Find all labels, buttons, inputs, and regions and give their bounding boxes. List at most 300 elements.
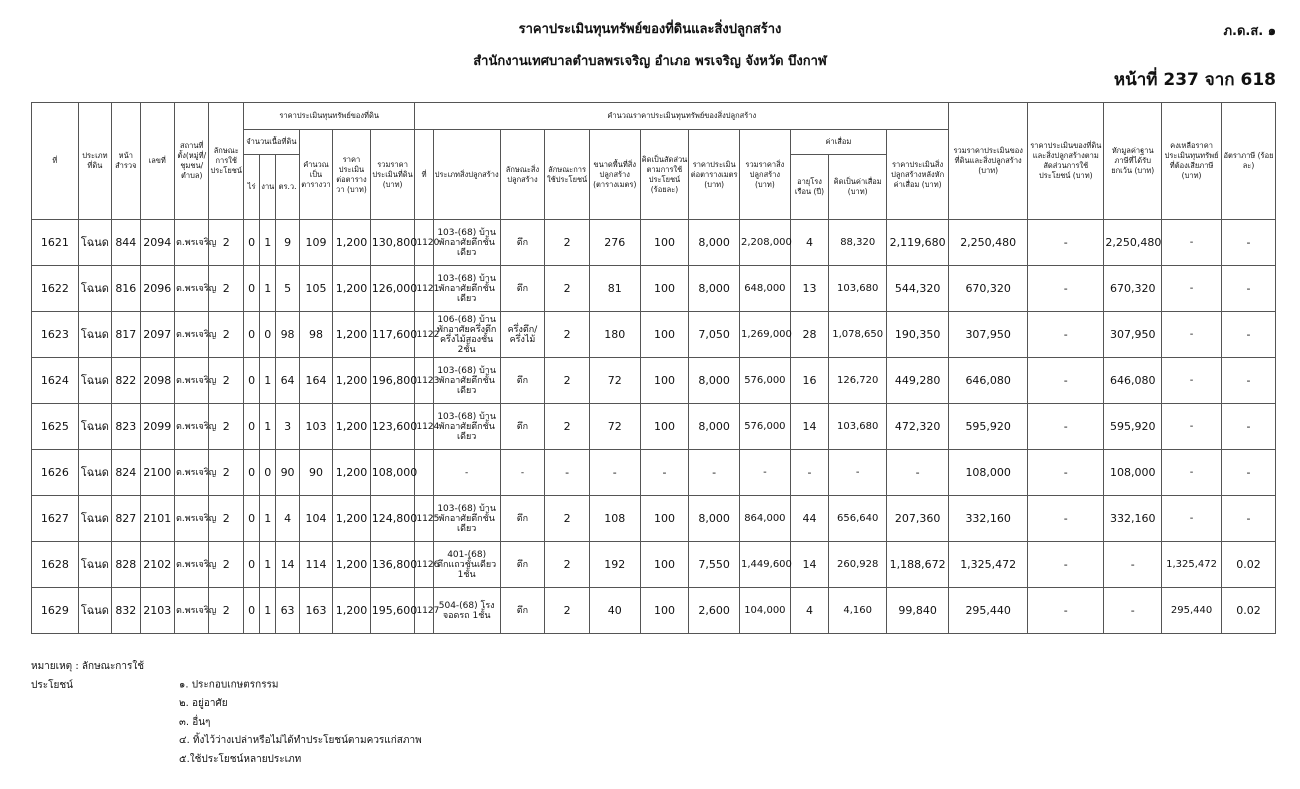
cell-b-no: 1125 <box>415 496 433 542</box>
cell-b-usage: 2 <box>545 542 590 588</box>
cell-survey-page: 822 <box>112 358 140 404</box>
cell-grand-total: 2,250,480 <box>949 220 1028 266</box>
cell-deed-no: 2098 <box>140 358 174 404</box>
cell-tax-rate: - <box>1221 220 1275 266</box>
cell-b-share: 100 <box>640 220 689 266</box>
cell-survey-page: 827 <box>112 496 140 542</box>
cell-taxable: - <box>1162 450 1222 496</box>
cell-share-price: - <box>1028 542 1104 588</box>
cell-b-after-depr: - <box>887 450 949 496</box>
cell-b-kind: ตึก <box>500 588 545 634</box>
note-item: ๒. อยู่อาศัย <box>179 698 228 709</box>
col-share-price: ราคาประเมินของที่ดินและสิ่งปลูกสร้างตามสัดส่วนการใช้ประโยชน์ (บาท) <box>1028 103 1104 220</box>
cell-b-age: 44 <box>790 496 829 542</box>
cell-survey-page: 817 <box>112 312 140 358</box>
cell-b-age: 16 <box>790 358 829 404</box>
cell-tax-rate: 0.02 <box>1221 588 1275 634</box>
cell-no: 1626 <box>32 450 79 496</box>
cell-deed-no: 2102 <box>140 542 174 588</box>
cell-b-price-sqm: 8,000 <box>689 404 740 450</box>
cell-b-age: 4 <box>790 588 829 634</box>
cell-b-type: 103-(68) บ้านพักอาศัยตึกชั้นเดียว <box>433 404 500 450</box>
cell-b-area: 276 <box>589 220 640 266</box>
cell-survey-page: 828 <box>112 542 140 588</box>
cell-depr-amount: 103,680 <box>829 266 887 312</box>
col-b-age: อายุโรงเรือน (ปี) <box>790 155 829 220</box>
cell-ngan: 1 <box>260 404 276 450</box>
cell-b-kind: ตึก <box>500 404 545 450</box>
cell-taxable: - <box>1162 358 1222 404</box>
cell-no: 1624 <box>32 358 79 404</box>
cell-taxable: - <box>1162 496 1222 542</box>
cell-survey-page: 823 <box>112 404 140 450</box>
cell-depr-amount: 126,720 <box>829 358 887 404</box>
cell-usage: 2 <box>209 358 243 404</box>
cell-depr-amount: 103,680 <box>829 404 887 450</box>
cell-tax-rate: - <box>1221 404 1275 450</box>
cell-b-age: 14 <box>790 404 829 450</box>
cell-b-share: 100 <box>640 588 689 634</box>
cell-b-area: 81 <box>589 266 640 312</box>
cell-land-type: โฉนด <box>78 358 111 404</box>
cell-no: 1622 <box>32 266 79 312</box>
cell-deed-no: 2103 <box>140 588 174 634</box>
page-subtitle: สำนักงานเทศบาลตำบลพรเจริญ อำเภอ พรเจริญ จังหวัด บึงกาฬ <box>473 54 827 69</box>
cell-b-price-sqm: 8,000 <box>689 220 740 266</box>
cell-b-usage: 2 <box>545 358 590 404</box>
col-location: สถานที่ตั้ง(หมู่ที่/ชุมชน/ตำบล) <box>175 103 209 220</box>
cell-taxable: - <box>1162 220 1222 266</box>
cell-land-type: โฉนด <box>78 404 111 450</box>
cell-exemption: - <box>1104 588 1162 634</box>
cell-usage: 2 <box>209 266 243 312</box>
cell-land-type: โฉนด <box>78 450 111 496</box>
table-row <box>32 266 1276 312</box>
cell-ngan: 0 <box>260 312 276 358</box>
cell-total-wa: 164 <box>299 358 332 404</box>
col-ngan: งาน <box>260 155 276 220</box>
cell-b-age: - <box>790 450 829 496</box>
col-b-total: รวมราคาสิ่งปลูกสร้าง (บาท) <box>740 130 791 220</box>
cell-b-after-depr: 2,119,680 <box>887 220 949 266</box>
cell-rai: 0 <box>243 450 259 496</box>
assessment-table <box>31 102 1276 634</box>
cell-b-no: 1126 <box>415 542 433 588</box>
col-total-wa: คำนวณเป็นตารางวา <box>299 130 332 220</box>
cell-location: ต.พรเจริญ <box>175 404 209 450</box>
cell-land-total: 126,000 <box>370 266 415 312</box>
cell-price-per-wa: 1,200 <box>333 266 371 312</box>
cell-price-per-wa: 1,200 <box>333 358 371 404</box>
cell-survey-page: 824 <box>112 450 140 496</box>
cell-land-type: โฉนด <box>78 588 111 634</box>
cell-no: 1629 <box>32 588 79 634</box>
cell-total-wa: 163 <box>299 588 332 634</box>
col-grand-total: รวมราคาประเมินของที่ดินและสิ่งปลูกสร้าง (บาท) <box>949 103 1028 220</box>
col-exemption: หักมูลค่าฐานภาษีที่ได้รับยกเว้น (บาท) <box>1104 103 1162 220</box>
cell-b-after-depr: 472,320 <box>887 404 949 450</box>
cell-b-no: 1127 <box>415 588 433 634</box>
cell-location: ต.พรเจริญ <box>175 266 209 312</box>
table-row <box>32 404 1276 450</box>
cell-wa: 9 <box>276 220 299 266</box>
cell-tax-rate: - <box>1221 496 1275 542</box>
cell-exemption: - <box>1104 542 1162 588</box>
cell-rai: 0 <box>243 588 259 634</box>
cell-wa: 90 <box>276 450 299 496</box>
cell-price-per-wa: 1,200 <box>333 312 371 358</box>
col-price-per-wa: ราคาประเมินต่อตารางวา (บาท) <box>333 130 371 220</box>
cell-share-price: - <box>1028 404 1104 450</box>
col-survey-page: หน้าสำรวจ <box>112 103 140 220</box>
cell-share-price: - <box>1028 266 1104 312</box>
cell-total-wa: 109 <box>299 220 332 266</box>
cell-b-no: 1124 <box>415 404 433 450</box>
cell-b-kind: ตึก <box>500 496 545 542</box>
cell-b-no: 1122 <box>415 312 433 358</box>
cell-b-share: 100 <box>640 542 689 588</box>
cell-depr-amount: 1,078,650 <box>829 312 887 358</box>
cell-b-after-depr: 99,840 <box>887 588 949 634</box>
cell-deed-no: 2101 <box>140 496 174 542</box>
col-group-land: ราคาประเมินทุนทรัพย์ของที่ดิน <box>243 103 414 130</box>
cell-usage: 2 <box>209 404 243 450</box>
cell-b-total: 576,000 <box>740 358 791 404</box>
cell-usage: 2 <box>209 312 243 358</box>
cell-taxable: - <box>1162 266 1222 312</box>
cell-grand-total: 108,000 <box>949 450 1028 496</box>
cell-b-share: - <box>640 450 689 496</box>
cell-deed-no: 2097 <box>140 312 174 358</box>
cell-b-age: 28 <box>790 312 829 358</box>
cell-b-after-depr: 207,360 <box>887 496 949 542</box>
cell-usage: 2 <box>209 496 243 542</box>
cell-wa: 98 <box>276 312 299 358</box>
cell-tax-rate: - <box>1221 266 1275 312</box>
cell-b-area: 72 <box>589 358 640 404</box>
cell-ngan: 0 <box>260 450 276 496</box>
cell-b-type: 103-(68) บ้านพักอาศัยตึกชั้นเดียว <box>433 266 500 312</box>
cell-b-usage: 2 <box>545 266 590 312</box>
cell-b-kind: - <box>500 450 545 496</box>
table-row <box>32 358 1276 404</box>
cell-b-after-depr: 190,350 <box>887 312 949 358</box>
cell-taxable: 295,440 <box>1162 588 1222 634</box>
cell-usage: 2 <box>209 450 243 496</box>
cell-land-total: 136,800 <box>370 542 415 588</box>
cell-b-area: 180 <box>589 312 640 358</box>
cell-b-total: 576,000 <box>740 404 791 450</box>
cell-grand-total: 332,160 <box>949 496 1028 542</box>
cell-rai: 0 <box>243 404 259 450</box>
cell-b-area: 40 <box>589 588 640 634</box>
cell-usage: 2 <box>209 220 243 266</box>
cell-land-type: โฉนด <box>78 312 111 358</box>
cell-b-kind: ตึก <box>500 266 545 312</box>
cell-survey-page: 832 <box>112 588 140 634</box>
cell-depr-amount: 260,928 <box>829 542 887 588</box>
cell-b-type: 504-(68) โรงจอดรถ 1ชั้น <box>433 588 500 634</box>
cell-wa: 63 <box>276 588 299 634</box>
cell-grand-total: 670,320 <box>949 266 1028 312</box>
cell-wa: 64 <box>276 358 299 404</box>
cell-b-total: 1,269,000 <box>740 312 791 358</box>
cell-taxable: - <box>1162 404 1222 450</box>
cell-b-price-sqm: 8,000 <box>689 358 740 404</box>
cell-price-per-wa: 1,200 <box>333 404 371 450</box>
cell-land-total: 196,800 <box>370 358 415 404</box>
cell-b-after-depr: 544,320 <box>887 266 949 312</box>
cell-b-share: 100 <box>640 358 689 404</box>
cell-location: ต.พรเจริญ <box>175 358 209 404</box>
cell-deed-no: 2096 <box>140 266 174 312</box>
notes-label: หมายเหตุ : ลักษณะการใช้ประโยชน์ <box>31 661 145 691</box>
cell-land-type: โฉนด <box>78 220 111 266</box>
cell-b-no: 1123 <box>415 358 433 404</box>
cell-wa: 5 <box>276 266 299 312</box>
cell-b-type: 103-(68) บ้านพักอาศัยตึกชั้นเดียว <box>433 358 500 404</box>
cell-rai: 0 <box>243 358 259 404</box>
cell-depr-amount: 88,320 <box>829 220 887 266</box>
col-b-area: ขนาดพื้นที่สิ่งปลูกสร้าง (ตารางเมตร) <box>589 130 640 220</box>
cell-b-total: - <box>740 450 791 496</box>
col-rai: ไร่ <box>243 155 259 220</box>
col-b-type: ประเภทสิ่งปลูกสร้าง <box>433 130 500 220</box>
cell-exemption: 595,920 <box>1104 404 1162 450</box>
cell-land-total: 195,600 <box>370 588 415 634</box>
cell-rai: 0 <box>243 312 259 358</box>
cell-exemption: 108,000 <box>1104 450 1162 496</box>
col-group-depr: ค่าเสื่อม <box>790 130 886 155</box>
cell-b-no <box>415 450 433 496</box>
cell-b-share: 100 <box>640 266 689 312</box>
cell-no: 1628 <box>32 542 79 588</box>
cell-tax-rate: - <box>1221 450 1275 496</box>
note-item: ๔. ทิ้งไว้ว่างเปล่าหรือไม่ได้ทำประโยชน์ตามควรแก่สภาพ <box>179 735 422 746</box>
cell-b-no: 1120 <box>415 220 433 266</box>
cell-ngan: 1 <box>260 266 276 312</box>
cell-b-after-depr: 449,280 <box>887 358 949 404</box>
cell-location: ต.พรเจริญ <box>175 312 209 358</box>
col-deed-no: เลขที่ <box>140 103 174 220</box>
cell-land-total: 123,600 <box>370 404 415 450</box>
cell-b-type: 401-(68) ตึกแถวชั้นเดียว 1ชั้น <box>433 542 500 588</box>
cell-b-area: 72 <box>589 404 640 450</box>
cell-b-type: - <box>433 450 500 496</box>
cell-depr-amount: 4,160 <box>829 588 887 634</box>
cell-b-type: 103-(68) บ้านพักอาศัยตึกชั้นเดียว <box>433 220 500 266</box>
cell-b-area: 192 <box>589 542 640 588</box>
cell-ngan: 1 <box>260 220 276 266</box>
cell-total-wa: 105 <box>299 266 332 312</box>
cell-taxable: 1,325,472 <box>1162 542 1222 588</box>
cell-survey-page: 816 <box>112 266 140 312</box>
cell-survey-page: 844 <box>112 220 140 266</box>
col-land-total: รวมราคาประเมินที่ดิน (บาท) <box>370 130 415 220</box>
cell-total-wa: 90 <box>299 450 332 496</box>
cell-b-kind: ตึก <box>500 542 545 588</box>
cell-share-price: - <box>1028 312 1104 358</box>
cell-grand-total: 595,920 <box>949 404 1028 450</box>
cell-no: 1625 <box>32 404 79 450</box>
cell-b-area: 108 <box>589 496 640 542</box>
cell-b-type: 106-(68) บ้านพักอาศัยครึ่งตึกครึ่งไม้สองชั้น 2ชั้น <box>433 312 500 358</box>
note-item: ๕.ใช้ประโยชน์หลายประเภท <box>179 753 302 765</box>
cell-wa: 4 <box>276 496 299 542</box>
cell-land-type: โฉนด <box>78 266 111 312</box>
cell-land-total: 117,600 <box>370 312 415 358</box>
table-row <box>32 542 1276 588</box>
cell-ngan: 1 <box>260 358 276 404</box>
cell-b-price-sqm: 8,000 <box>689 496 740 542</box>
cell-grand-total: 646,080 <box>949 358 1028 404</box>
col-group-area: จำนวนเนื้อที่ดิน <box>243 130 299 155</box>
notes <box>31 658 422 769</box>
cell-b-usage: 2 <box>545 220 590 266</box>
cell-price-per-wa: 1,200 <box>333 588 371 634</box>
cell-b-total: 648,000 <box>740 266 791 312</box>
cell-b-age: 14 <box>790 542 829 588</box>
page-number: หน้าที่ 237 จาก 618 <box>1113 70 1276 90</box>
cell-b-total: 1,449,600 <box>740 542 791 588</box>
col-tax-rate: อัตราภาษี (ร้อยละ) <box>1221 103 1275 220</box>
cell-depr-amount: 656,640 <box>829 496 887 542</box>
cell-b-area: - <box>589 450 640 496</box>
cell-b-kind: ตึก <box>500 358 545 404</box>
cell-tax-rate: - <box>1221 358 1275 404</box>
cell-b-share: 100 <box>640 404 689 450</box>
cell-b-kind: ครึ่งตึก/ครึ่งไม้ <box>500 312 545 358</box>
cell-share-price: - <box>1028 588 1104 634</box>
cell-usage: 2 <box>209 588 243 634</box>
col-group-building: คำนวณราคาประเมินทุนทรัพย์ของสิ่งปลูกสร้าง <box>415 103 949 130</box>
col-b-no: ที่ <box>415 130 433 220</box>
col-no: ที่ <box>32 103 79 220</box>
cell-location: ต.พรเจริญ <box>175 542 209 588</box>
cell-b-total: 864,000 <box>740 496 791 542</box>
cell-grand-total: 295,440 <box>949 588 1028 634</box>
cell-b-after-depr: 1,188,672 <box>887 542 949 588</box>
cell-total-wa: 98 <box>299 312 332 358</box>
col-b-usage: ลักษณะการใช้ประโยชน์ <box>545 130 590 220</box>
cell-wa: 14 <box>276 542 299 588</box>
cell-rai: 0 <box>243 542 259 588</box>
cell-b-age: 13 <box>790 266 829 312</box>
form-code: ภ.ด.ส. ๑ <box>1223 24 1276 39</box>
table-row <box>32 312 1276 358</box>
cell-ngan: 1 <box>260 496 276 542</box>
cell-b-total: 2,208,000 <box>740 220 791 266</box>
cell-b-price-sqm: - <box>689 450 740 496</box>
cell-location: ต.พรเจริญ <box>175 496 209 542</box>
table-row <box>32 220 1276 266</box>
cell-grand-total: 307,950 <box>949 312 1028 358</box>
cell-exemption: 2,250,480 <box>1104 220 1162 266</box>
cell-b-share: 100 <box>640 312 689 358</box>
cell-b-age: 4 <box>790 220 829 266</box>
cell-land-type: โฉนด <box>78 496 111 542</box>
cell-b-usage: 2 <box>545 404 590 450</box>
cell-location: ต.พรเจริญ <box>175 450 209 496</box>
cell-b-price-sqm: 2,600 <box>689 588 740 634</box>
cell-price-per-wa: 1,200 <box>333 542 371 588</box>
cell-price-per-wa: 1,200 <box>333 496 371 542</box>
cell-no: 1623 <box>32 312 79 358</box>
cell-usage: 2 <box>209 542 243 588</box>
table-row <box>32 496 1276 542</box>
cell-land-total: 108,000 <box>370 450 415 496</box>
cell-b-kind: ตึก <box>500 220 545 266</box>
cell-b-usage: 2 <box>545 588 590 634</box>
col-depr-amount: คิดเป็นค่าเสื่อม (บาท) <box>829 155 887 220</box>
cell-no: 1627 <box>32 496 79 542</box>
cell-rai: 0 <box>243 266 259 312</box>
cell-total-wa: 104 <box>299 496 332 542</box>
cell-b-price-sqm: 7,050 <box>689 312 740 358</box>
col-taxable: คงเหลือราคาประเมินทุนทรัพย์ที่ต้องเสียภาษี (บาท) <box>1162 103 1222 220</box>
col-b-share: คิดเป็นสัดส่วนตามการใช้ประโยชน์ (ร้อยละ) <box>640 130 689 220</box>
cell-exemption: 670,320 <box>1104 266 1162 312</box>
cell-no: 1621 <box>32 220 79 266</box>
cell-price-per-wa: 1,200 <box>333 220 371 266</box>
cell-share-price: - <box>1028 358 1104 404</box>
cell-deed-no: 2100 <box>140 450 174 496</box>
cell-land-type: โฉนด <box>78 542 111 588</box>
cell-share-price: - <box>1028 220 1104 266</box>
cell-b-type: 103-(68) บ้านพักอาศัยตึกชั้นเดียว <box>433 496 500 542</box>
cell-deed-no: 2099 <box>140 404 174 450</box>
col-wa: ตร.ว. <box>276 155 299 220</box>
cell-total-wa: 114 <box>299 542 332 588</box>
cell-taxable: - <box>1162 312 1222 358</box>
cell-b-total: 104,000 <box>740 588 791 634</box>
cell-location: ต.พรเจริญ <box>175 588 209 634</box>
col-b-kind: ลักษณะสิ่งปลูกสร้าง <box>500 130 545 220</box>
cell-b-share: 100 <box>640 496 689 542</box>
cell-b-usage: 2 <box>545 496 590 542</box>
note-item: ๑. ประกอบเกษตรกรรม <box>179 679 279 691</box>
cell-exemption: 646,080 <box>1104 358 1162 404</box>
cell-b-no: 1121 <box>415 266 433 312</box>
cell-ngan: 1 <box>260 588 276 634</box>
page-title: ราคาประเมินทุนทรัพย์ของที่ดินและสิ่งปลูกสร้าง <box>518 22 782 37</box>
cell-depr-amount: - <box>829 450 887 496</box>
cell-tax-rate: 0.02 <box>1221 542 1275 588</box>
cell-total-wa: 103 <box>299 404 332 450</box>
cell-b-usage: 2 <box>545 312 590 358</box>
cell-rai: 0 <box>243 220 259 266</box>
cell-ngan: 1 <box>260 542 276 588</box>
note-item: ๓. อื่นๆ <box>179 716 211 728</box>
cell-grand-total: 1,325,472 <box>949 542 1028 588</box>
table-row <box>32 588 1276 634</box>
cell-deed-no: 2094 <box>140 220 174 266</box>
col-b-after-depr: ราคาประเมินสิ่งปลูกสร้างหลังหักค่าเสื่อม (บาท) <box>887 130 949 220</box>
cell-exemption: 307,950 <box>1104 312 1162 358</box>
cell-wa: 3 <box>276 404 299 450</box>
table-row <box>32 450 1276 496</box>
cell-land-total: 130,800 <box>370 220 415 266</box>
cell-exemption: 332,160 <box>1104 496 1162 542</box>
cell-land-total: 124,800 <box>370 496 415 542</box>
cell-tax-rate: - <box>1221 312 1275 358</box>
cell-price-per-wa: 1,200 <box>333 450 371 496</box>
col-usage: ลักษณะการใช้ประโยชน์ <box>209 103 243 220</box>
cell-b-price-sqm: 7,550 <box>689 542 740 588</box>
cell-rai: 0 <box>243 496 259 542</box>
cell-share-price: - <box>1028 496 1104 542</box>
cell-location: ต.พรเจริญ <box>175 220 209 266</box>
